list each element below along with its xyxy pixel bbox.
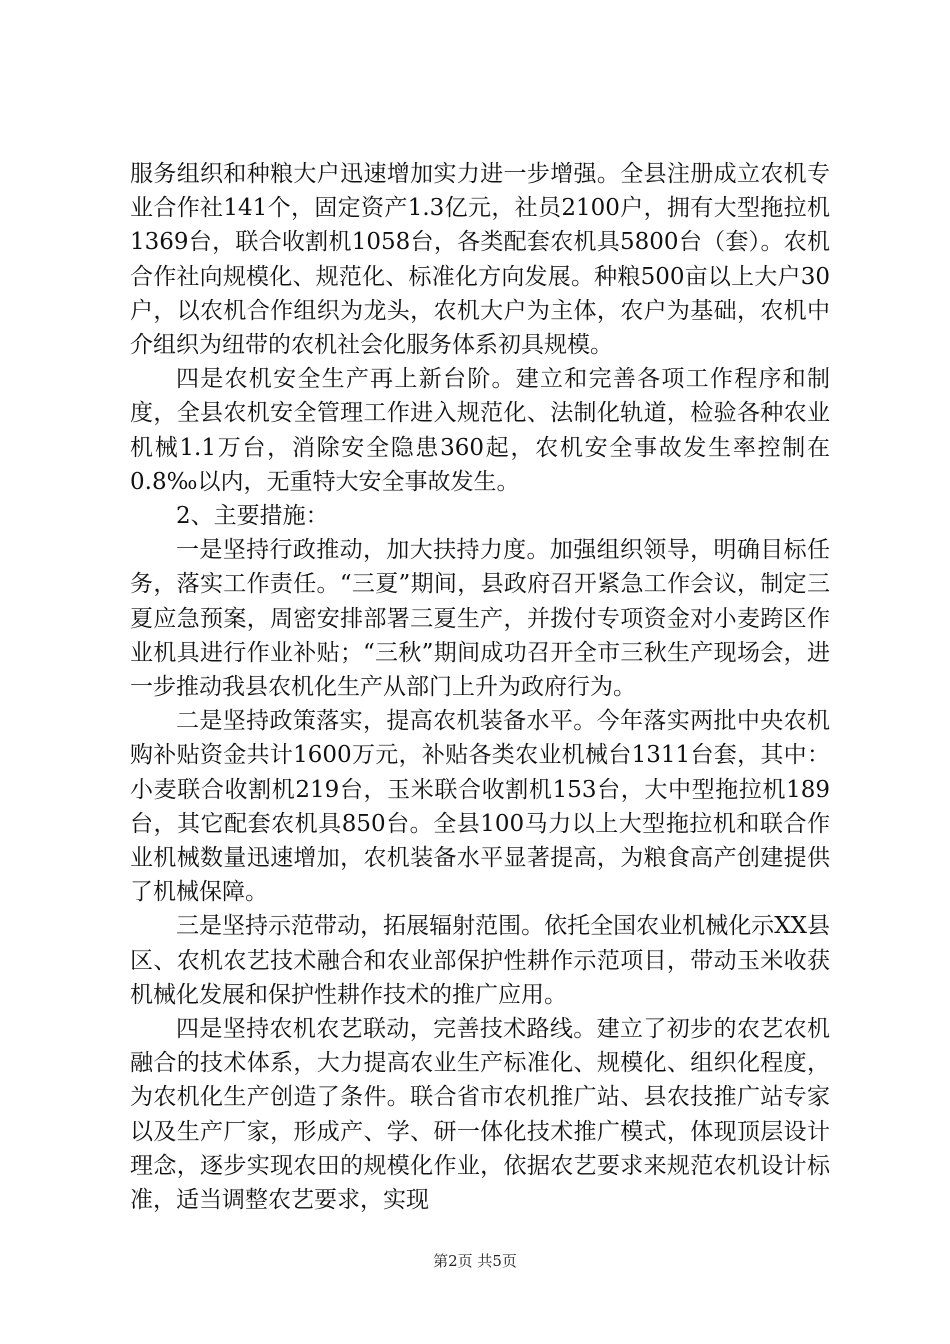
paragraph-administrative-push: 一是坚持行政推动，加大扶持力度。加强组织领导，明确目标任务，落实工作责任。“三夏”期间，县政府召开紧急工作会议，制定三夏应急预案，周密安排部署三夏生产，并拨付专项资金对小麦跨区作业机具进行作业补贴；“三秋”期间成功召开全市三秋生产现场会，进一步推动我县农机化生产从部门上升为政府行为。 [130,537,830,701]
paragraph-agronomy-linkage: 四是坚持农机农艺联动，完善技术路线。建立了初步的农艺农机融合的技术体系，大力提高农业生产标准化、规模化、组织化程度，为农机化生产创造了条件。联合省市农机推广站、县农技推广站专家以及生产厂家，形成产、学、研一体化技术推广模式，体现顶层设计理念，逐步实现农田的规模化作业，依据农艺要求来规范农机设计标准，适当调整农艺要求，实现 [130,1016,830,1214]
paragraph-demonstration: 三是坚持示范带动，拓展辐射范围。依托全国农业机械化示XX县区、农机农艺技术融合和农业部保护性耕作示范项目，带动玉米收获机械化发展和保护性耕作技术的推广应用。 [130,913,830,1008]
paragraph-service-organizations: 服务组织和种粮大户迅速增加实力进一步增强。全县注册成立农机专业合作社141个，固定资产1.3亿元，社员2100户，拥有大型拖拉机1369台，联合收割机1058台，各类配套农机具5800台（套）。农机合作社向规模化、规范化、标准化方向发展。种粮500亩以上大户30户，以农机合作组织为龙头，农机大户为主体，农户为基础，农机中介组织为纽带的农机社会化服务体系初具规模。 [130,161,830,359]
paragraph-policy-implementation: 二是坚持政策落实，提高农机装备水平。今年落实两批中央农机购补贴资金共计1600万元，补贴各类农业机械台1311台套，其中：小麦联合收割机219台，玉米联合收割机153台，大中型拖拉机189台，其它配套农机具850台。全县100马力以上大型拖拉机和联合作业机械数量迅速增加，农机装备水平显著提高，为粮食高产创建提供了机械保障。 [130,708,830,906]
page-number-footer: 第2页 共5页 [433,1252,517,1270]
section-heading-main-measures: 2、主要措施： [176,503,329,530]
document-body [130,157,830,1217]
paragraph-safety-production: 四是农机安全生产再上新台阶。建立和完善各项工作程序和制度，全县农机安全管理工作进入规范化、法制化轨道，检验各种农业机械1.1万台，消除安全隐患360起，农机安全事故发生率控制在0.8‰以内，无重特大安全事故发生。 [130,366,830,495]
